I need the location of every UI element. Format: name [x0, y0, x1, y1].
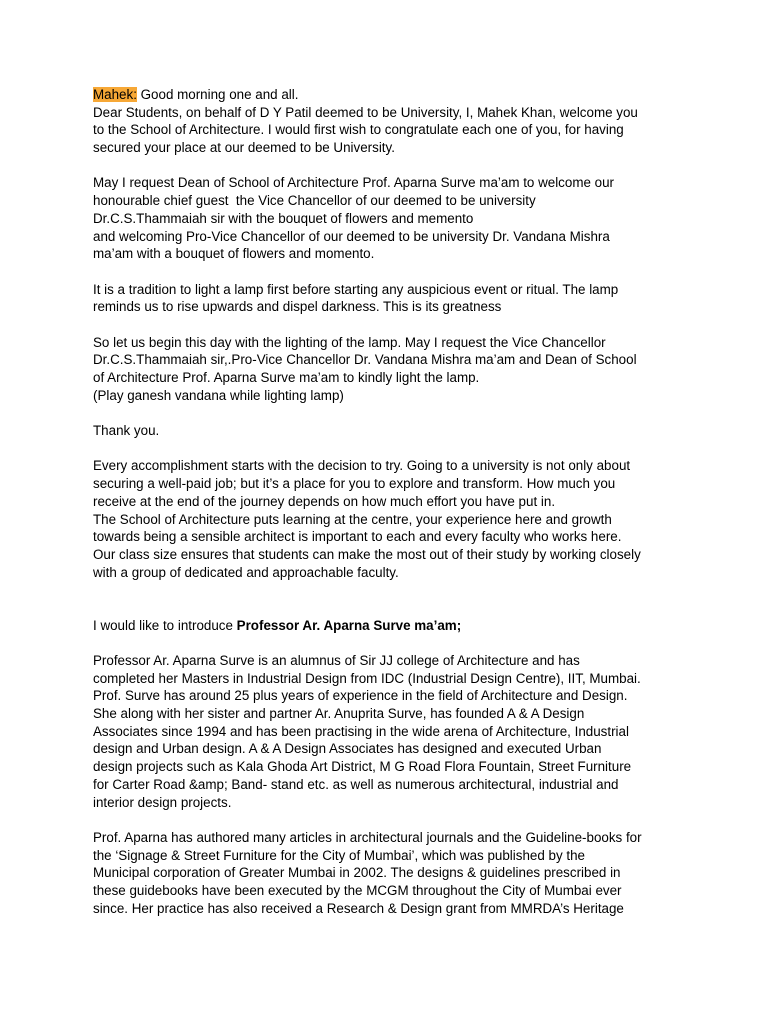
text-line: It is a tradition to light a lamp first before starting any auspicious event or ritual. The lamp: [93, 281, 619, 297]
text-line: since. Her practice has also received a Research & Design grant from MMRDA’s Heritage: [93, 900, 624, 916]
text-line: Prof. Surve has around 25 plus years of experience in the field of Architecture and Design.: [93, 688, 628, 704]
paragraph-gap: [93, 440, 683, 458]
opening-paragraph: [93, 86, 683, 157]
text-line: Prof. Aparna has authored many articles in architectural journals and the Guideline-books for: [93, 829, 642, 845]
greeting-line: [93, 86, 683, 104]
paragraph-gap: [93, 581, 683, 616]
paragraph-gap: [93, 404, 683, 422]
stage-direction: (Play ganesh vandana while lighting lamp): [93, 387, 344, 403]
text-line: Dear Students, on behalf of D Y Patil deemed to be University, I, Mahek Khan, welcome you: [93, 104, 638, 120]
text-line: Dr.C.S.Thammaiah sir with the bouquet of flowers and memento: [93, 210, 474, 226]
text-line: The School of Architecture puts learning at the centre, your experience here and growth: [93, 511, 612, 527]
document-page: [93, 86, 683, 917]
text-line: the ‘Signage & Street Furniture for the City of Mumbai’, which was published by the: [93, 847, 585, 863]
text-line: towards being a sensible architect is important to each and every faculty who works here.: [93, 529, 622, 545]
text-line: honourable chief guest the Vice Chancellor of our deemed to be university: [93, 193, 536, 209]
text-line: May I request Dean of School of Architecture Prof. Aparna Surve ma’am to welcome our: [93, 175, 614, 191]
text-line: Associates since 1994 and has been practising in the wide arena of Architecture, Industrial: [93, 723, 629, 739]
text-line: Our class size ensures that students can make the most out of their study by working closely: [93, 546, 641, 562]
text-line: for Carter Road &amp; Band- stand etc. as well as numerous architectural, industrial and: [93, 776, 619, 792]
paragraph-gap: [93, 263, 683, 281]
text-line: She along with her sister and partner Ar. Anuprita Surve, has founded A & A Design: [93, 706, 585, 722]
text-line: completed her Masters in Industrial Design from IDC (Industrial Design Centre), IIT, Mumbai.: [93, 670, 641, 686]
text-line: receive at the end of the journey depends on how much effort you have put in.: [93, 493, 556, 509]
lamp-lighting-paragraph: [93, 334, 683, 405]
accomplishment-paragraph: [93, 457, 683, 581]
text-line: and welcoming Pro-Vice Chancellor of our deemed to be university Dr. Vandana Mishra: [93, 228, 610, 244]
paragraph-gap: [93, 634, 683, 652]
thanks-line: Thank you.: [93, 423, 160, 439]
text-line: Municipal corporation of Greater Mumbai in 2002. The designs & guidelines prescribed in: [93, 865, 621, 881]
paragraph-gap: [93, 157, 683, 175]
introduction-lead: I would like to introduce: [93, 617, 237, 633]
text-line: design projects such as Kala Ghoda Art District, M G Road Flora Fountain, Street Furniture: [93, 759, 632, 775]
lamp-tradition-paragraph: [93, 281, 683, 316]
text-line: Professor Ar. Aparna Surve is an alumnus of Sir JJ college of Architecture and has: [93, 653, 580, 669]
text-line: Dr.C.S.Thammaiah sir,.Pro-Vice Chancellor Dr. Vandana Mishra ma’am and Dean of School: [93, 352, 637, 368]
publications-paragraph: [93, 829, 683, 917]
dean-request-paragraph: [93, 174, 683, 262]
text-line: to the School of Architecture. I would first wish to congratulate each one of you, for having: [93, 122, 624, 138]
paragraph-gap: [93, 811, 683, 829]
text-line: secured your place at our deemed to be University.: [93, 140, 395, 156]
paragraph-gap: [93, 316, 683, 334]
bio-paragraph: [93, 652, 683, 811]
text-line: reminds us to rise upwards and dispel darkness. This is its greatness: [93, 299, 502, 315]
text-line: So let us begin this day with the lighting of the lamp. May I request the Vice Chancellor: [93, 334, 606, 350]
speaker-label: Mahek:: [93, 87, 137, 102]
text-line: securing a well-paid job; but it’s a place for you to explore and transform. How much you: [93, 476, 616, 492]
introduced-person-name: Professor Ar. Aparna Surve ma’am;: [236, 617, 462, 633]
text-line: these guidebooks have been executed by the MCGM throughout the City of Mumbai ever: [93, 882, 622, 898]
text-line: of Architecture Prof. Aparna Surve ma’am to kindly light the lamp.: [93, 370, 480, 385]
text-line: interior design projects.: [93, 794, 232, 810]
text-line: ma’am with a bouquet of flowers and momento.: [93, 246, 375, 262]
text-line: Every accomplishment starts with the decision to try. Going to a university is not only about: [93, 458, 631, 474]
introduction-line: [93, 617, 683, 635]
greeting-text: Good morning one and all.: [136, 87, 299, 102]
text-line: design and Urban design. A & A Design Associates has designed and executed Urban: [93, 741, 602, 757]
text-line: with a group of dedicated and approachable faculty.: [93, 564, 399, 580]
